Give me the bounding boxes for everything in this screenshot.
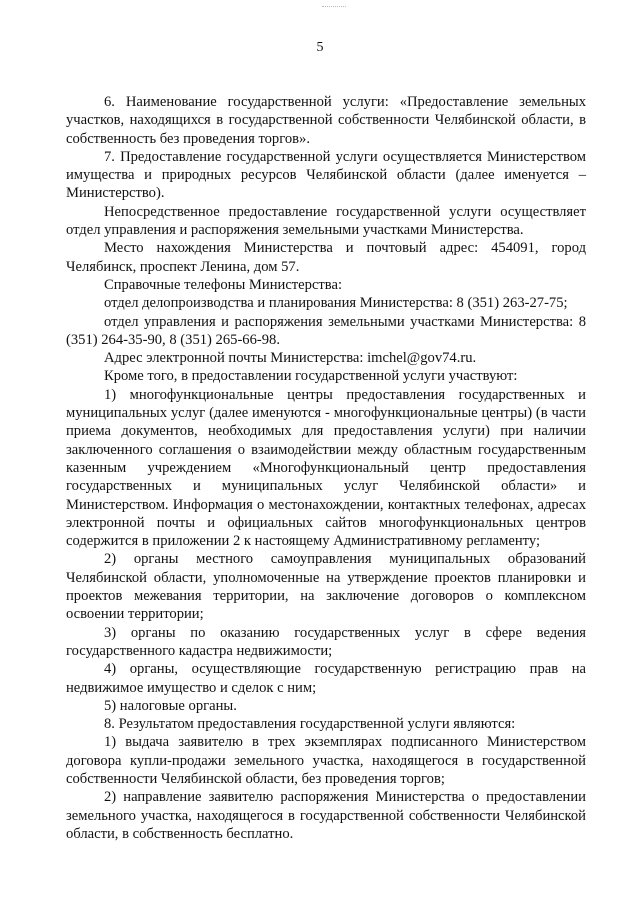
paragraph-service-name: 6. Наименование государственной услуги: «Предоставление земельных участков, находящихся в государственной собственности Челябинской области, в собственность без проведения торгов». <box>66 94 586 147</box>
list-item-result-contract: 1) выдача заявителю в трех экземплярах подписанного Министерством договора купли-продажи земельного участка, находящегося в государственной собственности Челябинской области, без проведения торгов; <box>66 734 586 787</box>
paragraph-phone-land-department: отдел управления и распоряжения земельными участками Министерства: 8 (351) 264-35-90, 8 (351) 265-66-98. <box>66 313 586 348</box>
paragraph-phones-heading: Справочные телефоны Министерства: <box>104 276 343 293</box>
document-body <box>66 93 586 843</box>
list-item-mfc: 1) многофункциональные центры предоставления государственных и муниципальных услуг (далее именуются - многофункциональные центры) (в части приема документов, необходимых для предоставления услуги) при наличии заключенного соглашения о взаимодействии между областным государственным казенным учреждением «Многофункциональный центр предоставления государственных и муниципальных услуг Челябинской области» и Министерством. Информация о местонахождении, контактных телефонах, адресах электронной почты и официальных сайтов многофункциональных центров содержится в приложении 2 к настоящему Административному регламенту; <box>66 386 586 550</box>
paragraph-phone-records: отдел делопроизводства и планирования Министерства: 8 (351) 263-27-75; <box>104 295 568 312</box>
page-number: 5 <box>316 40 324 55</box>
paragraph-address: Место нахождения Министерства и почтовый адрес: 454091, город Челябинск, проспект Ленина, дом 57. <box>66 240 586 275</box>
paragraph-participants-heading: Кроме того, в предоставлении государственной услуги участвуют: <box>104 368 518 385</box>
paragraph-email: Адрес электронной почты Министерства: imchel@gov74.ru. <box>104 350 477 367</box>
paragraph-service-provider: 7. Предоставление государственной услуги осуществляется Министерством имущества и природных ресурсов Челябинской области (далее именуется – Министерство). <box>66 148 586 202</box>
scan-artifact <box>322 6 346 8</box>
list-item-registration: 4) органы, осуществляющие государственную регистрацию прав на недвижимое имущество и сделок с ним; <box>66 661 586 696</box>
paragraph-results-heading: 8. Результатом предоставления государственной услуги являются: <box>104 716 516 733</box>
list-item-cadastre: 3) органы по оказанию государственных услуг в сфере ведения государственного кадастра недвижимости; <box>66 624 586 659</box>
list-item-local-government: 2) органы местного самоуправления муниципальных образований Челябинской области, уполномоченные на утверждение проектов планировки и проектов межевания территории, на заключение договоров о комплексном освоении территории; <box>66 551 586 623</box>
list-item-result-order: 2) направление заявителю распоряжения Министерства о предоставлении земельного участка, находящегося в государственной собственности Челябинской области, в собственность бесплатно. <box>66 789 586 842</box>
paragraph-direct-provider: Непосредственное предоставление государственной услуги осуществляет отдел управления и распоряжения земельными участками Министерства. <box>66 203 586 239</box>
list-item-tax: 5) налоговые органы. <box>104 697 237 714</box>
